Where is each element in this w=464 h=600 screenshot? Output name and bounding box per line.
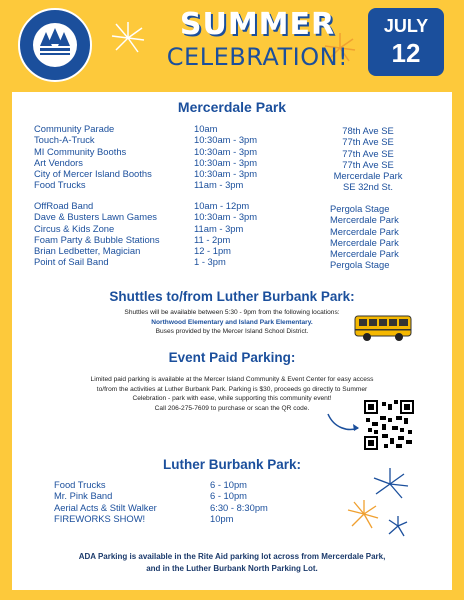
- qr-code-icon[interactable]: [364, 400, 414, 450]
- event-time: 10:30am - 3pm: [194, 168, 258, 180]
- mercerdale-names-1: [34, 123, 152, 191]
- mercerdale-places-1: [332, 125, 404, 193]
- curved-arrow-icon: [326, 410, 362, 436]
- school-bus-icon: [353, 312, 415, 344]
- shuttles-line-1: Shuttles will be available between 5:30 - 9pm from the following locations:: [124, 309, 340, 316]
- event-name: MI Community Booths: [34, 145, 127, 157]
- event-name: Mr. Pink Band: [54, 490, 113, 502]
- event-time: 10:30am - 3pm: [194, 134, 258, 146]
- mercerdale-places-2: [330, 203, 399, 271]
- luther-names: [54, 479, 157, 524]
- header: [0, 0, 464, 92]
- event-name: Point of Sail Band: [34, 256, 109, 268]
- event-name: Brian Ledbetter, Magician: [34, 245, 141, 257]
- event-place: 77th Ave SE: [342, 147, 394, 159]
- event-place: SE 32nd St.: [342, 181, 394, 193]
- mercerdale-names-2: [34, 200, 160, 268]
- event-name: Aerial Acts & Stilt Walker: [54, 501, 157, 513]
- event-time: 10pm: [210, 512, 234, 524]
- event-place: 78th Ave SE: [342, 125, 394, 136]
- event-time: 11am - 3pm: [194, 179, 244, 191]
- event-time: 6 - 10pm: [210, 479, 247, 490]
- event-time: 10am - 12pm: [194, 200, 250, 211]
- parking-heading: Event Paid Parking:: [168, 350, 296, 365]
- mercerdale-heading: Mercerdale Park: [177, 99, 287, 115]
- parking-line-4: Call 206-275-7609 to purchase or scan the QR code.: [154, 404, 310, 412]
- date-badge: [368, 8, 444, 76]
- footer-line-1: ADA Parking is available in the Rite Aid parking lot across from Mercerdale Park,: [78, 552, 386, 561]
- title-line-1: SUMMER: [179, 7, 336, 42]
- event-name: Food Trucks: [54, 479, 106, 490]
- footer-line-2: and in the Luther Burbank North Parking Lot.: [146, 564, 318, 573]
- event-name: OffRoad Band: [34, 200, 94, 211]
- parking-line-3: Celebration - park with ease, while supporting this community event!: [132, 395, 332, 402]
- event-place: Mercerdale Park: [330, 236, 399, 248]
- schedule-panel: [12, 92, 452, 590]
- event-place: Pergola Stage: [330, 259, 390, 271]
- event-place: Mercerdale Park: [330, 248, 399, 260]
- event-name: Foam Party & Bubble Stations: [34, 233, 160, 245]
- luther-heading: Luther Burbank Park:: [162, 457, 302, 472]
- event-time: 11am - 3pm: [194, 222, 244, 234]
- event-title: [150, 8, 365, 72]
- event-place: Mercerdale Park: [330, 225, 399, 237]
- ada-parking-note: [12, 551, 452, 575]
- date-day: 12: [391, 38, 421, 68]
- event-time: 10:30am - 3pm: [194, 156, 258, 168]
- event-time: 1 - 3pm: [194, 256, 226, 268]
- event-name: Food Trucks: [34, 179, 86, 191]
- event-name: Touch-A-Truck: [34, 134, 95, 146]
- luther-times: [210, 479, 268, 524]
- event-time: 10am: [194, 123, 218, 134]
- event-place: 77th Ave SE: [342, 158, 394, 170]
- shuttles-heading: Shuttles to/from Luther Burbank Park:: [109, 289, 355, 304]
- event-place: Mercerdale Park: [333, 170, 403, 182]
- shuttles-line-2: Northwood Elementary and Island Park Elementary.: [151, 318, 313, 326]
- event-name: Art Vendors: [34, 156, 83, 168]
- event-place: Mercerdale Park: [330, 214, 399, 226]
- parking-line-1: Limited paid parking is available at the Mercer Island Community & Event Center for easy access: [90, 376, 374, 383]
- mercerdale-times-1: [194, 123, 257, 191]
- event-place: 77th Ave SE: [342, 136, 394, 148]
- event-name: Circus & Kids Zone: [34, 222, 115, 234]
- event-time: 6:30 - 8:30pm: [210, 501, 268, 513]
- event-time: 11 - 2pm: [194, 233, 231, 245]
- date-month: JULY: [383, 16, 429, 36]
- event-time: 10:30am - 3pm: [194, 145, 258, 157]
- event-name: City of Mercer Island Booths: [34, 168, 152, 180]
- parking-line-2: to/from the activities at Luther Burbank Park. Parking is $30, proceeds go directly to Summer: [96, 385, 368, 393]
- shuttles-line-3: Buses provided by the Mercer Island School District.: [155, 328, 309, 335]
- title-line-2: CELEBRATION!: [166, 43, 349, 71]
- city-seal-icon: [18, 8, 92, 82]
- event-place: Pergola Stage: [330, 203, 390, 214]
- event-name: FIREWORKS SHOW!: [54, 512, 146, 524]
- event-name: Dave & Busters Lawn Games: [34, 211, 157, 223]
- firework-icon: [108, 18, 148, 58]
- event-time: 12 - 1pm: [194, 245, 231, 257]
- firework-icon: [342, 462, 412, 542]
- event-time: 10:30am - 3pm: [194, 211, 258, 223]
- event-name: Community Parade: [34, 123, 115, 134]
- mercerdale-times-2: [194, 200, 257, 268]
- event-time: 6 - 10pm: [210, 490, 247, 502]
